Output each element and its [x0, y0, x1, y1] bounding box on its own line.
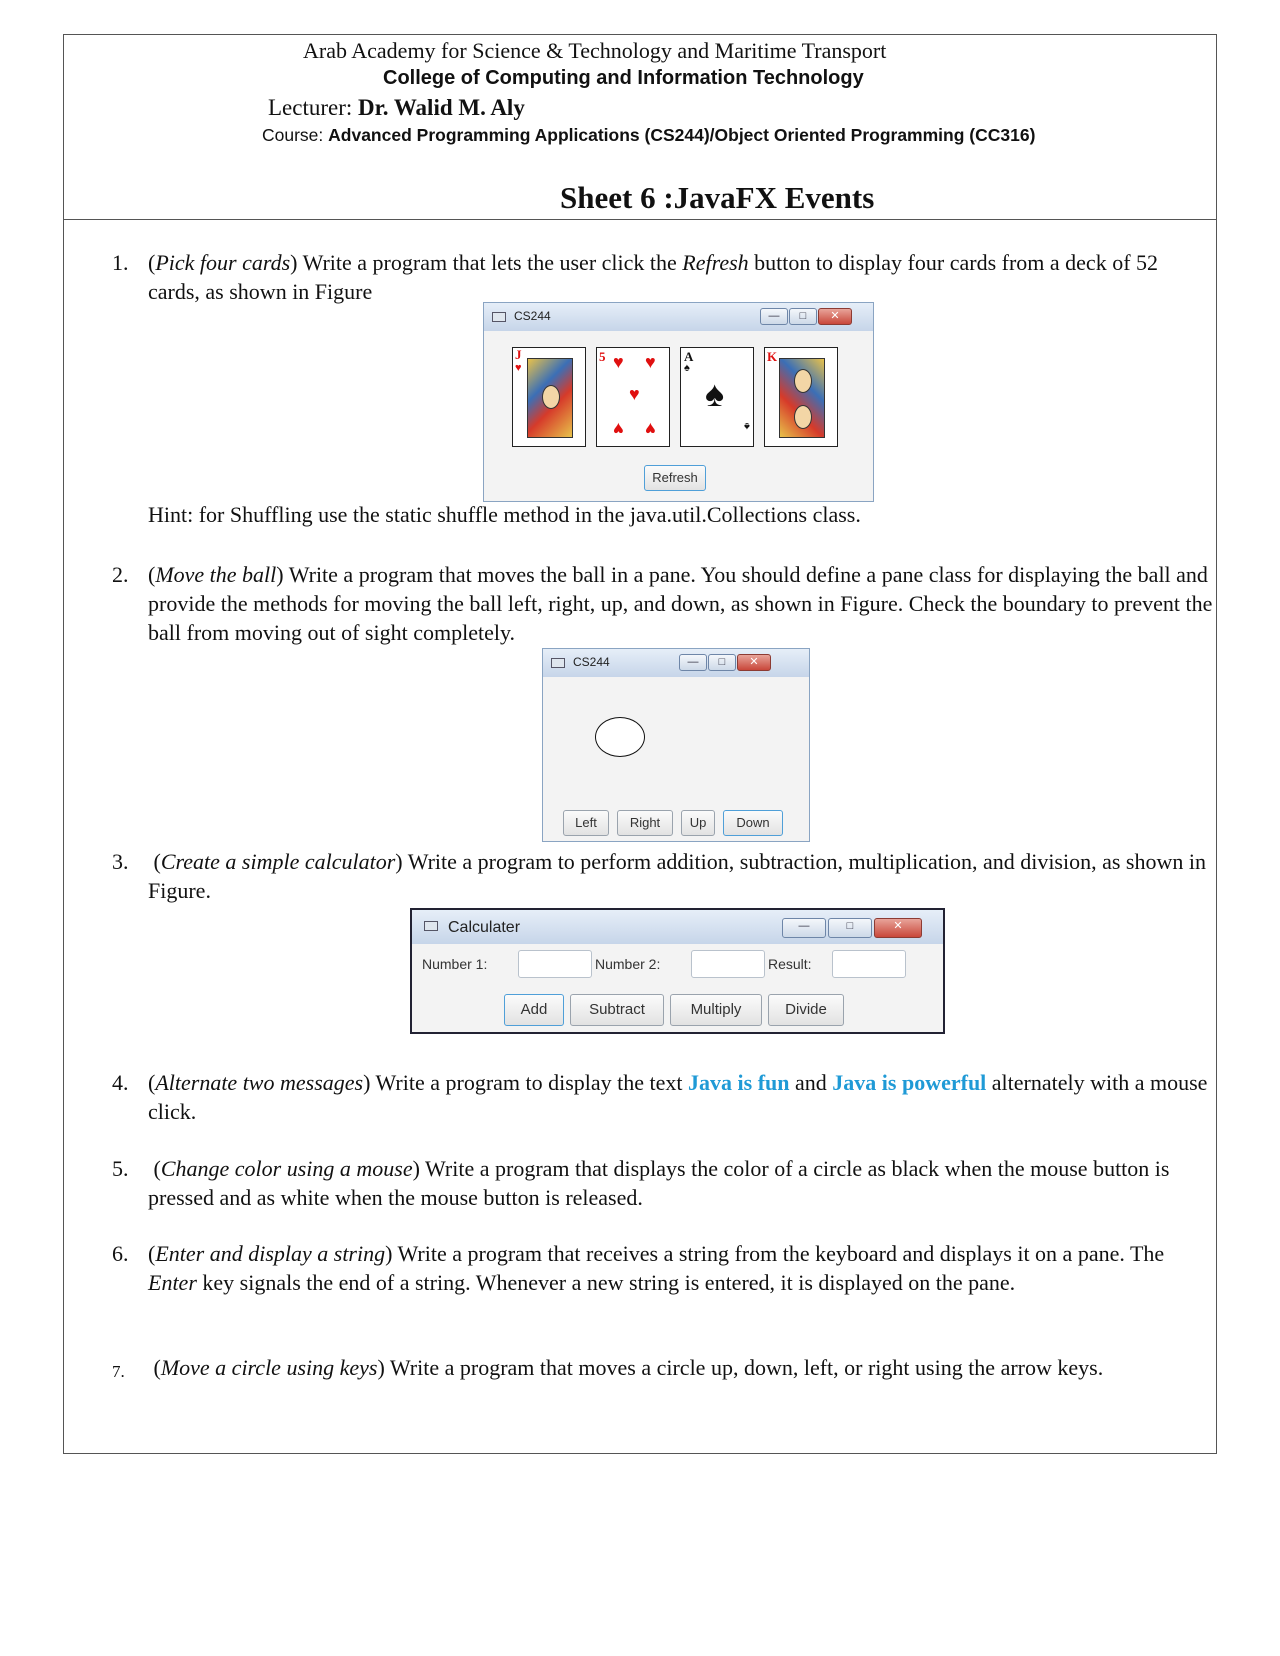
- exercise-title: Alternate two messages: [155, 1070, 364, 1095]
- face-card-art: [527, 358, 573, 438]
- app-icon: [492, 312, 506, 322]
- exercise-text-b: alternately with a mouse click.: [148, 1070, 1208, 1124]
- heart-icon: ♥: [515, 362, 522, 374]
- exercise-text-a: Write a program that receives a string from the keyboard and displays it on a pane. The: [392, 1241, 1165, 1266]
- exercise-text-a: Write a program that lets the user click the: [297, 250, 683, 275]
- number2-label: Number 2:: [595, 956, 661, 972]
- face-card-art: [779, 358, 825, 438]
- card-king-hearts: [764, 347, 838, 447]
- down-button[interactable]: Down: [723, 810, 783, 836]
- exercise-number: 6.: [112, 1241, 129, 1266]
- exercise-5: [112, 1154, 1202, 1214]
- face-icon: [794, 405, 812, 429]
- close-icon[interactable]: ✕: [874, 918, 922, 938]
- exercise-text: (Alternate two messages) Write a program to display the text Java is fun and Java is powerful alternately with a mouse click.: [148, 1070, 1208, 1124]
- heart-icon: ♥: [629, 384, 640, 404]
- exercise-6: [112, 1239, 1202, 1327]
- close-icon[interactable]: ✕: [818, 308, 852, 325]
- heart-icon: ♥: [613, 352, 624, 372]
- exercise-2: [112, 560, 1213, 648]
- lecturer-name: Dr. Walid M. Aly: [358, 95, 525, 120]
- exercise-text-a: Write a program that displays the color of a circle as black when the mouse button is pressed and as white when the mouse button is released.: [148, 1156, 1170, 1210]
- exercise-text-a: Write a program to perform addition, subtraction, multiplication, and division, as shown in Figure.: [148, 849, 1206, 903]
- exercise-title: Enter and display a string: [155, 1241, 386, 1266]
- card-rank: A: [684, 349, 694, 364]
- exercise-3: [112, 847, 1206, 907]
- result-input[interactable]: [832, 950, 906, 978]
- minimize-icon[interactable]: —: [760, 308, 788, 325]
- exercise-number: 1.: [112, 250, 129, 275]
- exercise-emph: Enter: [148, 1270, 197, 1295]
- exercise-text-b: button to display four cards from a deck of 52 cards, as shown in Figure: [148, 250, 1159, 304]
- exercise-title: Create a simple calculator: [160, 849, 396, 874]
- message-java-is-powerful: Java is powerful: [832, 1070, 987, 1095]
- exercise-number: 7.: [112, 1362, 125, 1381]
- spade-icon: ♠: [684, 362, 690, 374]
- exercise-1: [112, 248, 1202, 308]
- course-name: Advanced Programming Applications (CS244)/Object Oriented Programming (CC316): [328, 125, 1036, 145]
- up-button[interactable]: Up: [681, 810, 715, 836]
- exercise-title: Move a circle using keys: [160, 1355, 378, 1380]
- app-icon: [424, 921, 438, 931]
- course-label: Course:: [262, 125, 329, 145]
- calculator-window: [410, 908, 945, 1034]
- face-icon: [542, 385, 560, 409]
- exercise-title: Pick four cards: [155, 250, 291, 275]
- heart-icon: ♥: [645, 352, 656, 372]
- number2-input[interactable]: [691, 950, 765, 978]
- exercise-text-a: Write a program that moves the ball in a pane. You should define a pane class for displaying the ball and provide the methods for moving the ball left, right, up, and down, as shown in Figure. Check the boundary to prevent the ball from moving out of sight completely.: [148, 562, 1213, 645]
- exercise-text: (Change color using a mouse) Write a program that displays the color of a circle as black when the mouse button is pressed and as white when the mouse button is released.: [148, 1156, 1170, 1210]
- card-five-hearts: [596, 347, 670, 447]
- message-java-is-fun: Java is fun: [688, 1070, 790, 1095]
- left-button[interactable]: Left: [563, 810, 609, 836]
- exercise-number: 2.: [112, 562, 129, 587]
- exercise-4: [112, 1068, 1208, 1128]
- lecturer-line: [268, 95, 525, 121]
- add-button[interactable]: Add: [504, 994, 564, 1026]
- heart-icon: ♥: [645, 419, 656, 439]
- sheet-title: Sheet 6 :JavaFX Events: [560, 180, 875, 215]
- window-title: CS244: [514, 309, 551, 323]
- window-title: CS244: [573, 655, 610, 669]
- minimize-icon[interactable]: —: [782, 918, 826, 938]
- exercise-text: (Enter and display a string) Write a program that receives a string from the keyboard and displays it on a pane. The Enter key signals the end of a string. Whenever a new string is entered, it is displayed on the pane.: [148, 1241, 1165, 1295]
- exercise-number: 5.: [112, 1156, 129, 1181]
- exercise-text: (Move the ball) Write a program that moves the ball in a pane. You should define a pane class for displaying the ball and provide the methods for moving the ball left, right, up, and down, as shown in Figure. Check the boundary to prevent the ball from moving out of sight completely.: [148, 562, 1213, 645]
- course-line: [262, 125, 1035, 146]
- spade-icon: ♠: [705, 374, 725, 414]
- institution-name: Arab Academy for Science & Technology and Maritime Transport: [303, 38, 887, 63]
- subtract-button[interactable]: Subtract: [570, 994, 664, 1026]
- exercise-text: (Create a simple calculator) Write a program to perform addition, subtraction, multiplication, and division, as shown in Figure.: [148, 849, 1206, 903]
- refresh-button[interactable]: Refresh: [644, 465, 706, 491]
- exercise-text-a: Write a program to display the text: [370, 1070, 689, 1095]
- exercise-text-a: Write a program that moves a circle up, down, left, or right using the arrow keys.: [384, 1355, 1104, 1380]
- card-ace-spades: [680, 347, 754, 447]
- exercise-title: Move the ball: [155, 562, 277, 587]
- number1-input[interactable]: [518, 950, 592, 978]
- college-name: College of Computing and Information Technology: [383, 67, 864, 89]
- exercise-7: [112, 1353, 1202, 1413]
- exercise-text-and: and: [789, 1070, 833, 1095]
- header-separator: [64, 219, 1216, 220]
- ball: [595, 717, 645, 757]
- right-button[interactable]: Right: [617, 810, 673, 836]
- heart-icon: ♥: [613, 419, 624, 439]
- card-rank: 5: [599, 349, 606, 364]
- exercise-emph: Refresh: [682, 250, 749, 275]
- ball-window: [542, 648, 810, 842]
- maximize-icon[interactable]: □: [789, 308, 817, 325]
- app-icon: [551, 658, 565, 668]
- exercise-title: Change color using a mouse: [160, 1156, 413, 1181]
- exercise-text-b: key signals the end of a string. Whenever a new string is entered, it is displayed on the pane.: [196, 1270, 1016, 1295]
- window-title: Calculater: [448, 919, 521, 936]
- card-jack-hearts: [512, 347, 586, 447]
- exercise-text: (Pick four cards) Write a program that lets the user click the Refresh button to display four cards from a deck of 52 cards, as shown in Figure: [148, 250, 1159, 304]
- exercise-number: 4.: [112, 1070, 129, 1095]
- maximize-icon[interactable]: □: [708, 654, 736, 671]
- card-rank: J: [515, 347, 522, 362]
- close-icon[interactable]: ✕: [737, 654, 771, 671]
- title-bar: [484, 303, 873, 331]
- number1-label: Number 1:: [422, 956, 488, 972]
- divide-button[interactable]: Divide: [768, 994, 844, 1026]
- cards-window: [483, 302, 874, 502]
- title-bar: [543, 649, 809, 677]
- maximize-icon[interactable]: □: [828, 918, 872, 938]
- lecturer-label: Lecturer:: [268, 95, 359, 120]
- exercise-text: (Move a circle using keys) Write a program that moves a circle up, down, left, or right using the arrow keys.: [148, 1355, 1104, 1380]
- spade-icon: ♠: [744, 420, 750, 432]
- card-rank: K: [767, 349, 778, 364]
- minimize-icon[interactable]: —: [679, 654, 707, 671]
- face-icon: [794, 369, 812, 393]
- result-label: Result:: [768, 956, 812, 972]
- title-bar: [412, 910, 943, 944]
- exercise-number: 3.: [112, 849, 129, 874]
- exercise-1-hint: Hint: for Shuffling use the static shuffle method in the java.util.Collections class.: [148, 502, 861, 527]
- multiply-button[interactable]: Multiply: [670, 994, 762, 1026]
